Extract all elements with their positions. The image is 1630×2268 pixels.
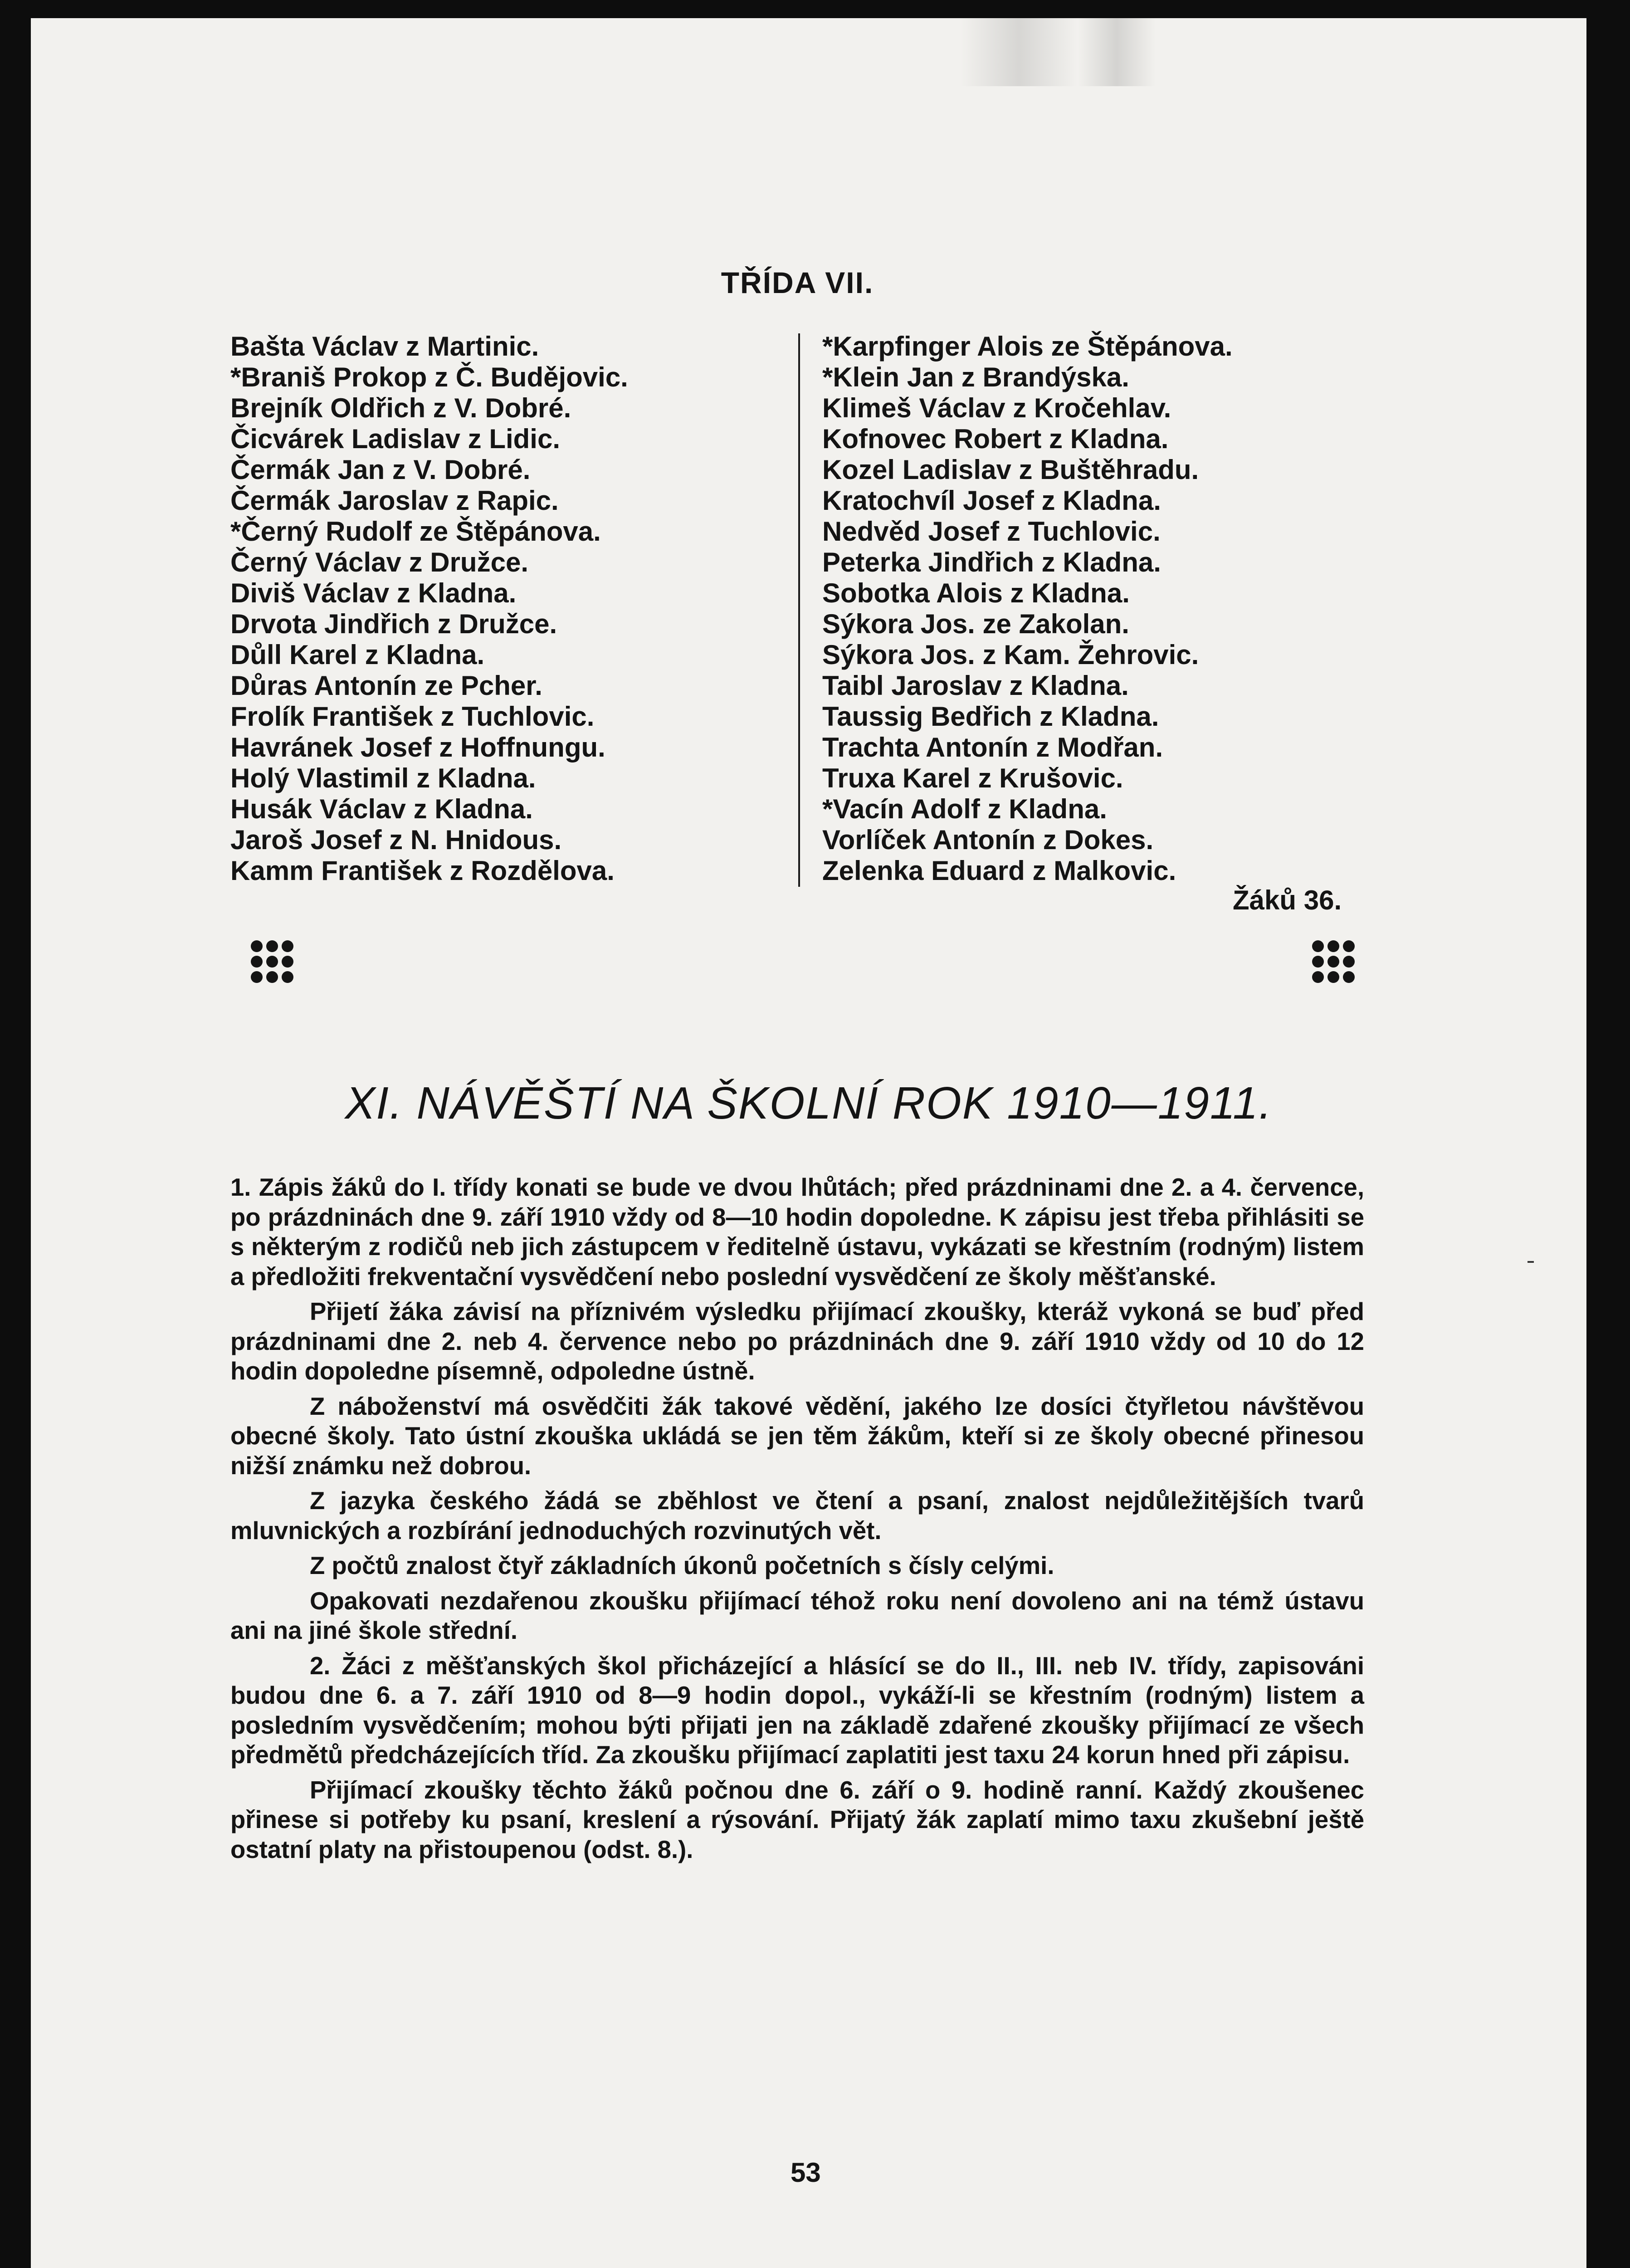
student-entry: *Karpfinger Alois ze Štěpánova. — [822, 331, 1233, 362]
student-entry: Čicvárek Ladislav z Lidic. — [230, 424, 561, 454]
page-number: 53 — [791, 2157, 821, 2188]
student-entry: Peterka Jindřich z Kladna. — [822, 547, 1161, 577]
student-entry: Jaroš Josef z N. Hnidous. — [230, 825, 562, 855]
student-entry: Havránek Josef z Hoffnungu. — [230, 732, 605, 763]
margin-mark — [1528, 1261, 1534, 1263]
student-list-right — [822, 331, 1233, 886]
student-entry: Drvota Jindřich z Družce. — [230, 609, 557, 639]
student-total: Žáků 36. — [1233, 885, 1342, 915]
student-entry: Nedvěd Josef z Tuchlovic. — [822, 516, 1161, 547]
student-entry: Trachta Antonín z Modřan. — [822, 732, 1163, 763]
student-entry: Taibl Jaroslav z Kladna. — [822, 670, 1129, 701]
student-entry: Vorlíček Antonín z Dokes. — [822, 825, 1154, 855]
student-entry: Černý Václav z Družce. — [230, 547, 528, 577]
section-heading: XI. NÁVĚŠTÍ NA ŠKOLNÍ ROK 1910—1911. — [345, 1078, 1273, 1129]
student-entry: Holý Vlastimil z Kladna. — [230, 763, 536, 793]
student-entry: Diviš Václav z Kladna. — [230, 578, 517, 608]
student-entry: Taussig Bedřich z Kladna. — [822, 701, 1159, 732]
student-entry: Kozel Ladislav z Buštěhradu. — [822, 455, 1199, 485]
paragraph: Z počtů znalost čtyř základních úkonů početních s čísly celými. — [310, 1552, 1054, 1579]
paragraph: Z náboženství má osvědčiti žák takové vědění, jakého lze dosíci čtyřletou návštěvou obecné školy. Tato ústní zkouška ukládá se jen těm žákům, kteří si ze školy obecné přinesou nižší známku než dobrou. — [230, 1392, 1364, 1480]
student-entry: Husák Václav z Kladna. — [230, 794, 533, 824]
student-entry: Truxa Karel z Krušovic. — [822, 763, 1123, 793]
student-entry: Čermák Jaroslav z Rapic. — [230, 485, 559, 516]
student-entry: Důras Antonín ze Pcher. — [230, 670, 542, 701]
paragraph: Opakovati nezdařenou zkoušku přijímací téhož roku není dovoleno ani na témž ústavu ani na jiné škole střední. — [230, 1587, 1364, 1644]
student-entry: Bašta Václav z Martinic. — [230, 331, 539, 362]
dots-ornament-right-icon — [1311, 939, 1356, 984]
dots-ornament-left-icon — [249, 939, 295, 984]
paragraph: 1. Zápis žáků do I. třídy konati se bude ve dvou lhůtách; před prázdninami dne 2. a 4. července, po prázdninách dne 9. září 1910 vždy od 8—10 hodin dopoledne. K zápisu jest třeba přihlásiti se s některým z rodičů neb jich zástupcem v ředitelně ústavu, vykázati se křestním (rodným) listem a předložiti frekventační vysvědčení nebo poslední vysvědčení ze školy měšťanské. — [230, 1173, 1364, 1290]
student-entry: *Klein Jan z Brandýska. — [822, 362, 1129, 392]
student-entry: Kratochvíl Josef z Kladna. — [822, 485, 1161, 516]
student-entry: Brejník Oldřich z V. Dobré. — [230, 393, 571, 423]
paragraph: Z jazyka českého žádá se zběhlost ve čtení a psaní, znalost nejdůležitějších tvarů mluvnických a rozbírání jednoduchých rozvinutých vět. — [230, 1487, 1364, 1545]
scan-artifact — [961, 18, 1156, 86]
announcement-body — [230, 1173, 1364, 1870]
student-entry: Kofnovec Robert z Kladna. — [822, 424, 1169, 454]
student-entry: Sobotka Alois z Kladna. — [822, 578, 1130, 608]
paragraph: Přijetí žáka závisí na příznivém výsledku přijímací zkoušky, kteráž vykoná se buď před prázdninami dne 2. neb 4. července nebo po prázdninách dne 9. září 1910 vždy od 10 do 12 hodin dopoledne písemně, odpoledne ústně. — [230, 1298, 1364, 1385]
document-page — [31, 18, 1586, 2268]
student-entry: *Vacín Adolf z Kladna. — [822, 794, 1107, 824]
paragraph: 2. Žáci z měšťanských škol přicházející a hlásící se do II., III. neb IV. třídy, zapisováni budou dne 6. a 7. září 1910 od 8—9 hodin dopol., vykáží-li se křestním (rodným) listem a posledním vysvědčením; mohou býti přijati jen na základě zdařené zkoušky přijímací ze všech předmětů předcházejících tříd. Za zkoušku přijímací zaplatiti jest taxu 24 korun hned při zápisu. — [230, 1652, 1364, 1769]
student-list-left — [230, 331, 628, 886]
student-entry: Sýkora Jos. ze Zakolan. — [822, 609, 1129, 639]
student-entry: Kamm František z Rozdělova. — [230, 855, 615, 886]
student-entry: Zelenka Eduard z Malkovic. — [822, 855, 1176, 886]
class-title: TŘÍDA VII. — [721, 266, 874, 299]
student-entry: Sýkora Jos. z Kam. Žehrovic. — [822, 640, 1199, 670]
student-entry: Důll Karel z Kladna. — [230, 640, 485, 670]
student-entry: *Černý Rudolf ze Štěpánova. — [230, 516, 601, 547]
student-entry: Klimeš Václav z Kročehlav. — [822, 393, 1171, 423]
student-entry: Frolík František z Tuchlovic. — [230, 701, 595, 732]
student-entry: Čermák Jan z V. Dobré. — [230, 455, 531, 485]
student-entry: *Braniš Prokop z Č. Budějovic. — [230, 362, 628, 392]
column-divider — [798, 333, 800, 887]
paragraph: Přijímací zkoušky těchto žáků počnou dne 6. září o 9. hodině ranní. Každý zkoušenec přinese si potřeby ku psaní, kreslení a rýsování. Přijatý žák zaplatí mimo taxu zkušební ještě ostatní platy na přistoupenou (odst. 8.). — [230, 1776, 1364, 1863]
